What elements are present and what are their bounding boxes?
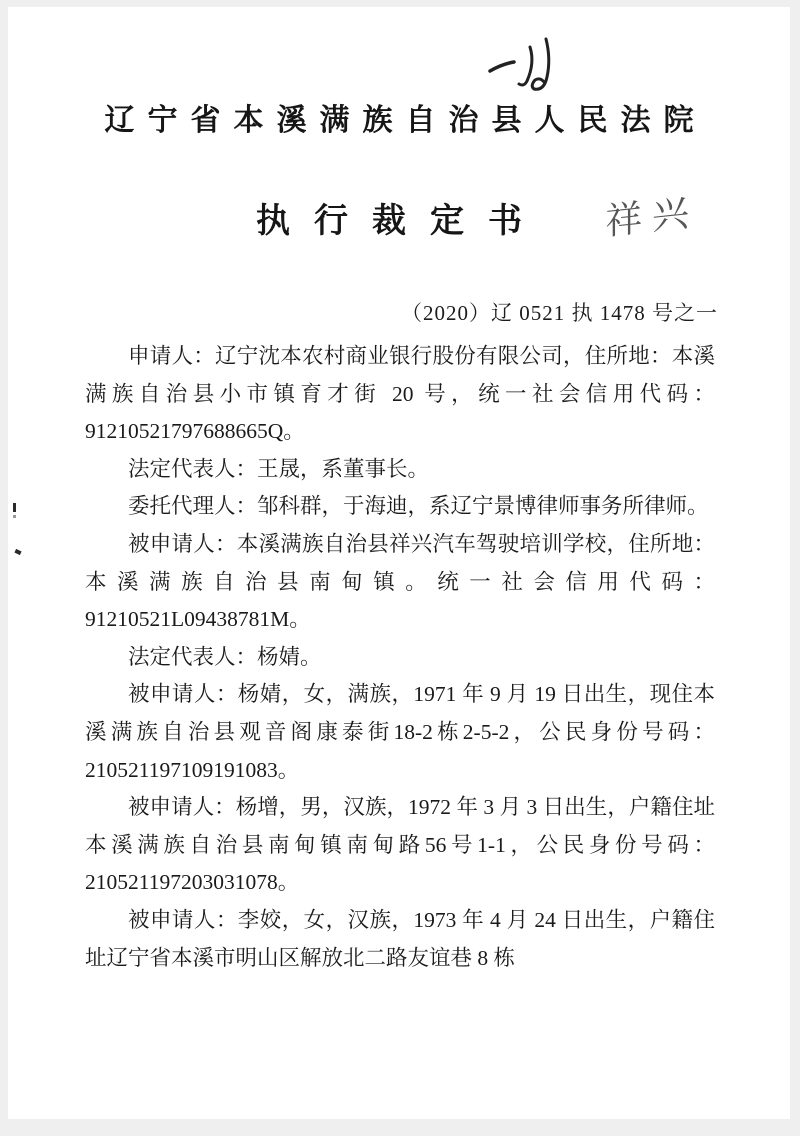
paragraph-respondent-lijiao: 被申请人：李姣，女，汉族，1973 年 4 月 24 日出生，户籍住址辽宁省本溪市明山区解放北二路友谊巷 8 栋 bbox=[85, 907, 715, 970]
handwritten-annotation: 祥兴 bbox=[605, 192, 699, 244]
paragraph-applicant: 申请人：辽宁沈本农村商业银行股份有限公司，住所地：本溪满族自治县小市镇育才街 20 号，统一社会信用代码：91210521797688665Q。 bbox=[85, 344, 715, 444]
paragraph-legal-rep-1: 法定代表人：王晟，系董事长。 bbox=[128, 456, 430, 481]
document-page bbox=[8, 7, 790, 1119]
scan-artifact-speck bbox=[14, 549, 21, 555]
paragraph-respondent-yangzeng: 被申请人：杨增，男，汉族，1972 年 3 月 3 日出生，户籍住址本溪满族自治县南甸镇南甸路56号1-1，公民身份号码：210521197203031078。 bbox=[85, 795, 715, 895]
paragraph-legal-rep-2: 法定代表人：杨婧。 bbox=[128, 644, 322, 669]
paragraph-agents: 委托代理人：邹科群，于海迪，系辽宁景博律师事务所律师。 bbox=[128, 494, 709, 519]
scan-artifact-speck bbox=[13, 503, 16, 512]
case-number: （2020）辽 0521 执 1478 号之一 bbox=[401, 301, 718, 325]
court-name-title: 辽宁省本溪满族自治县人民法院 bbox=[104, 104, 707, 137]
document-body bbox=[85, 338, 715, 977]
paragraph-respondent-yangjing: 被申请人：杨婧，女，满族，1971 年 9 月 19 日出生，现住本溪满族自治县观音阁康泰街18-2栋2-5-2，公民身份号码：210521197109191083。 bbox=[85, 682, 715, 782]
document-title: 执行裁定书 bbox=[256, 203, 546, 240]
paragraph-respondent-school: 被申请人：本溪满族自治县祥兴汽车驾驶培训学校，住所地：本溪满族自治县南甸镇。统一社会信用代码：91210521L09438781M。 bbox=[85, 531, 715, 632]
